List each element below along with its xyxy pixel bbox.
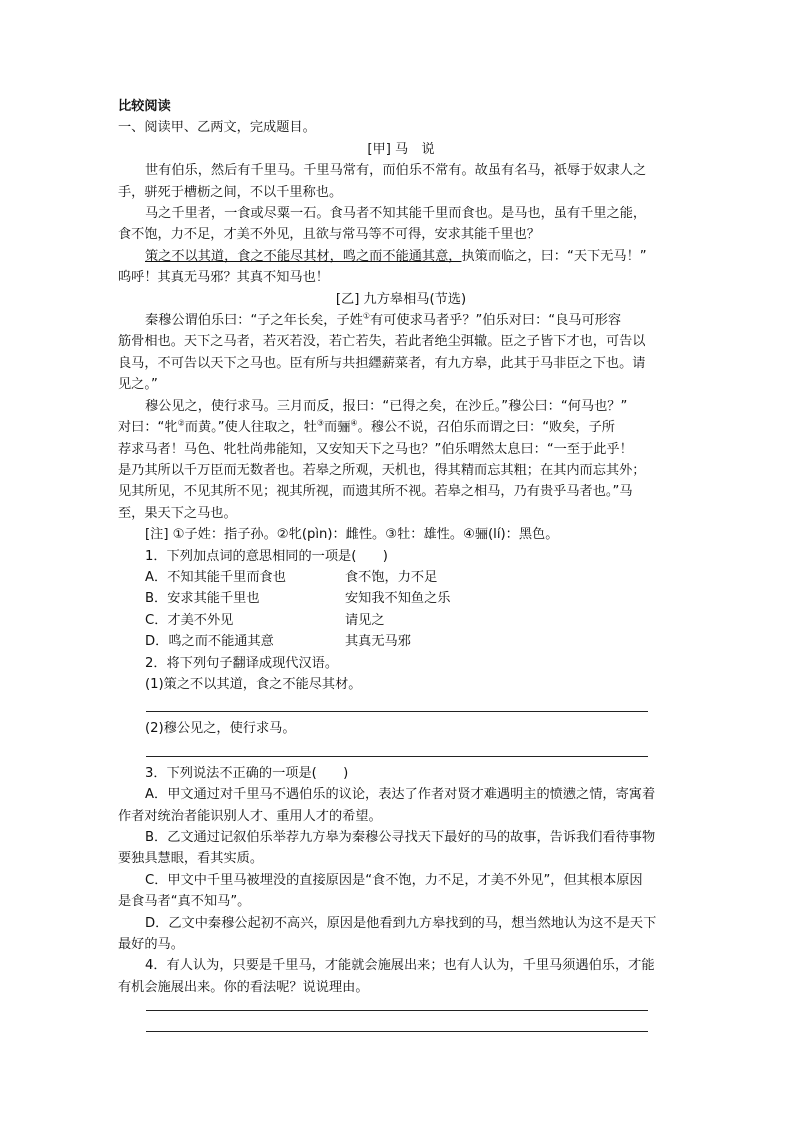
option-left: C．才美不外见 — [145, 612, 234, 628]
question-1-option — [118, 567, 684, 588]
passage-yi-line: 穆公见之，使行求马。三月而反，报曰：“已得之矣，在沙丘。”穆公曰：“何马也？” — [145, 398, 628, 414]
passage-jia-text: 执策而临之，曰：“天下无马！” — [461, 248, 647, 264]
passage-yi-line: 筋骨相也。天下之马者，若灭若没，若亡若失，若此者绝尘弭辙。臣之子皆下才也，可告以 — [118, 334, 646, 350]
footnote-mark: ④ — [350, 418, 358, 428]
question-2-item: (1)策之不以其道，食之不能尽其材。 — [145, 676, 362, 692]
underlined-sentence: 策之不以其道，食之不能尽其材，鸣之而不能通其意， — [145, 248, 462, 264]
option-right: 安知我不知鱼之乐 — [345, 591, 451, 607]
passage-yi-text: 秦穆公谓伯乐曰：“子之年长矣，子姓 — [145, 313, 363, 329]
question-3-option: D．乙文中秦穆公起初不高兴，原因是他看到九方皋找到的马，想当然地认为这不是天下 — [145, 915, 657, 931]
footnote-mark: ③ — [316, 418, 325, 428]
question-1-option — [118, 631, 684, 652]
answer-line[interactable] — [146, 998, 648, 1011]
question-3-option: C．甲文中千里马被埋没的直接原因是“食不饱，力不足，才美不外见”，但其根本原因 — [145, 872, 643, 888]
question-3-option: 要独具慧眼，看其实质。 — [118, 851, 264, 867]
passage-yi-text: 有可使求马者乎？”伯乐对曰：“良马可形容 — [370, 313, 622, 329]
question-1-option — [118, 588, 684, 609]
option-left: A．不知其能千里而食也 — [145, 569, 286, 585]
question-3-option: 作者对统治者能识别人才、重用人才的希望。 — [118, 808, 382, 824]
passage-jia-title: [甲] 马 说 — [367, 141, 435, 157]
passage-jia-line: 手，骈死于槽枥之间，不以千里称也。 — [118, 184, 343, 200]
passage-yi-line: 见其所见，不见其所不见；视其所视，而遗其所不视。若皋之相马，乃有贵乎马者也。”马 — [118, 484, 633, 500]
passage-jia-line: 世有伯乐，然后有千里马。千里马常有，而伯乐不常有。故虽有名马，祇辱于奴隶人之 — [145, 163, 647, 179]
question-3-option: 是食马者“真不知马”。 — [118, 894, 251, 910]
question-1-stem: 1．下列加点词的意思相同的一项是( ) — [145, 548, 388, 564]
section-title: 比较阅读 — [118, 99, 171, 114]
question-1-option — [118, 610, 684, 631]
passage-yi-line: 荐求马者！马色、牝牡尚弗能知，又安知天下之马也？”伯乐喟然太息曰：“一至于此乎！ — [118, 441, 633, 457]
passage-yi-title: [乙] 九方皋相马(节选) — [335, 291, 467, 307]
passage-yi-text: 。穆公不说，召伯乐而谓之曰：“败矣，子所 — [357, 420, 615, 436]
question-3-option: 最好的马。 — [118, 937, 184, 953]
passage-yi-line — [118, 310, 684, 331]
passage-yi-line: 良马，不可告以天下之马也。臣有所与共担纆薪菜者，有九方皋，此其于马非臣之下也。请 — [118, 355, 646, 371]
option-right: 食不饱，力不足 — [345, 569, 438, 585]
footnote: [注] ①子姓：指子孙。②牝(pìn)：雌性。③牡：雄性。④骊(lí)：黑色。 — [145, 527, 559, 543]
passage-yi-text: 而黄。”使人往取之，牡 — [184, 420, 317, 436]
question-4-stem: 4．有人认为，只要是千里马，才能就会施展出来；也有人认为，千里马须遇伯乐，才能 — [145, 958, 655, 974]
passage-yi-line — [118, 417, 684, 438]
question-3-option: A．甲文通过对千里马不遇伯乐的议论，表达了作者对贤才难遇明主的愤懑之情，寄寓着 — [145, 787, 656, 803]
answer-line[interactable] — [146, 695, 648, 712]
document-page — [118, 96, 684, 1032]
question-2-stem: 2．将下列句子翻译成现代汉语。 — [145, 655, 339, 671]
option-right: 请见之 — [345, 612, 385, 628]
question-3-option: B．乙文通过记叙伯乐举荐九方皋为秦穆公寻找天下最好的马的故事，告诉我们看待事物 — [145, 830, 656, 845]
passage-jia-line — [118, 246, 684, 267]
footnote-mark: ② — [177, 418, 185, 428]
passage-yi-line: 至，果天下之马也。 — [118, 505, 237, 521]
question-2-item: (2)穆公见之，使行求马。 — [145, 721, 296, 737]
passage-yi-text: 对曰：“牝 — [118, 420, 178, 436]
instruction: 一、阅读甲、乙两文，完成题目。 — [118, 120, 316, 136]
footnote-mark: ① — [362, 311, 371, 321]
passage-yi-text: 而骊 — [324, 420, 351, 436]
question-4-stem: 有机会施展出来。你的看法呢？说说理由。 — [118, 979, 369, 995]
option-left: B．安求其能千里也 — [145, 591, 260, 607]
answer-line[interactable] — [146, 740, 648, 757]
option-right: 其真无马邪 — [345, 634, 411, 650]
passage-yi-line: 见之。” — [118, 377, 158, 393]
option-left: D．鸣之而不能通其意 — [145, 634, 274, 650]
question-3-stem: 3．下列说法不正确的一项是( ) — [145, 765, 349, 781]
passage-jia-line: 食不饱，力不足，才美不外见，且欲与常马等不可得，安求其能千里也？ — [118, 227, 540, 243]
passage-jia-line: 呜呼！其真无马邪？其真不知马也！ — [118, 270, 329, 286]
passage-yi-line: 是乃其所以千万臣而无数者也。若皋之所观，天机也，得其精而忘其粗；在其内而忘其外； — [118, 462, 646, 478]
passage-jia-line: 马之千里者，一食或尽粟一石。食马者不知其能千里而食也。是马也，虽有千里之能， — [145, 206, 647, 222]
answer-line[interactable] — [146, 1011, 648, 1032]
